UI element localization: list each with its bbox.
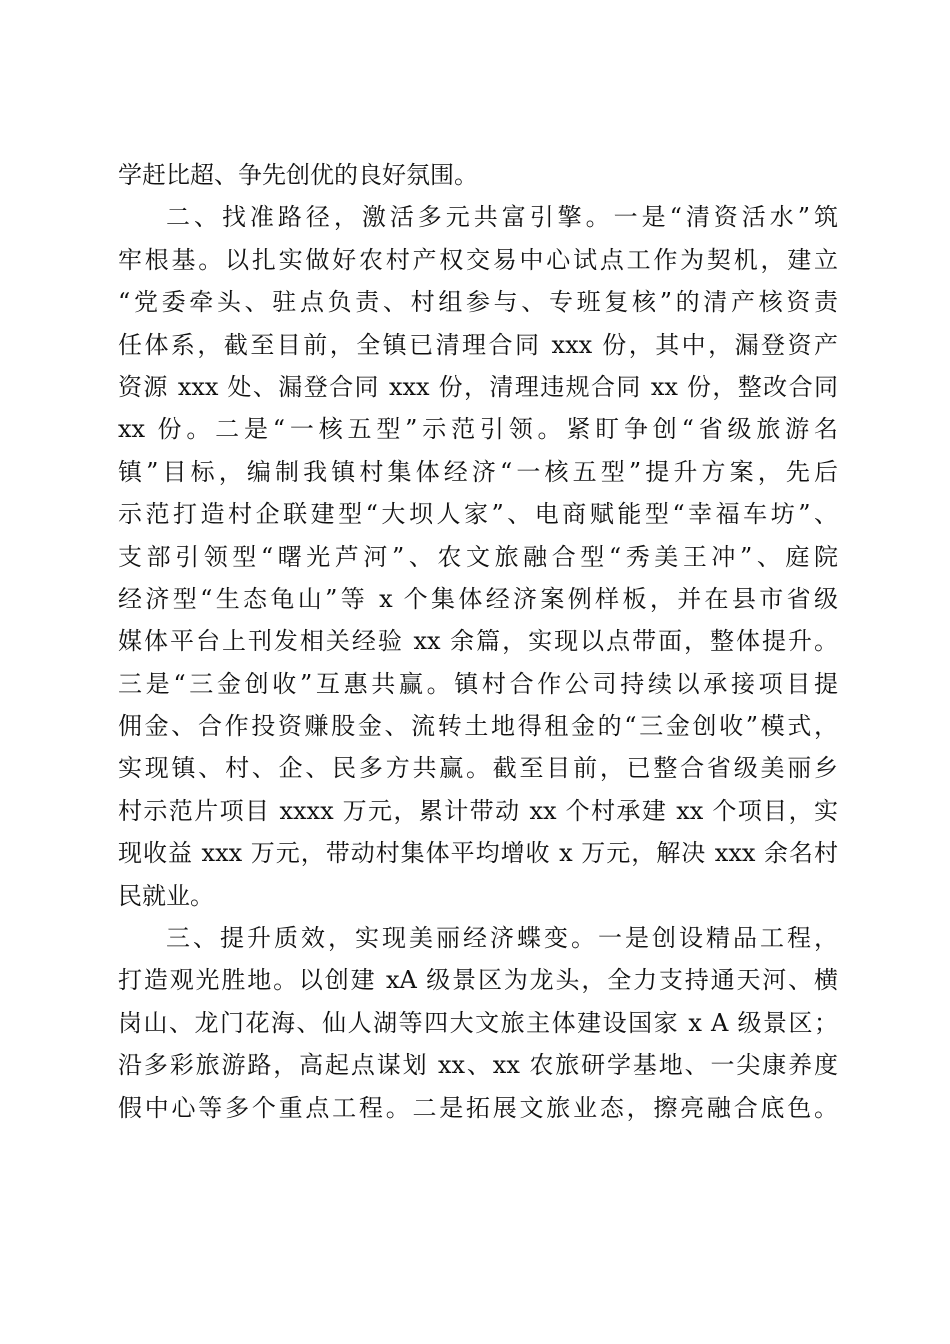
text-line-17: 现收益 xxx 万元，带动村集体平均增收 x 万元，解决 xxx 余名村 (118, 839, 838, 868)
text-line-4: “党委牵头、驻点负责、村组参与、专班复核”的清产核资责 (118, 288, 838, 317)
text-line-23: 假中心等多个重点工程。二是拓展文旅业态，擦亮融合底色。 (118, 1093, 838, 1122)
text-line-9: 示范打造村企联建型“大坝人家”、电商赋能型“幸福车坊”、 (118, 500, 838, 529)
text-line-14: 佣金、合作投资赚股金、流转土地得租金的“三金创收”模式， (118, 712, 838, 741)
text-line-16: 村示范片项目 xxxx 万元，累计带动 xx 个村承建 xx 个项目，实 (118, 796, 838, 825)
text-line-1: 学赶比超、争先创优的良好氛围。 (118, 161, 478, 189)
text-line-22: 沿多彩旅游路，高起点谋划 xx、xx 农旅研学基地、一尖康养度 (118, 1051, 838, 1080)
body-text (118, 154, 838, 1129)
text-line-12: 媒体平台上刊发相关经验 xx 余篇，实现以点带面，整体提升。 (118, 627, 838, 656)
text-line-20: 打造观光胜地。以创建 xA 级景区为龙头，全力支持通天河、横 (118, 966, 838, 995)
section-heading-3: 三、提升质效，实现美丽经济蝶变。一是创设精品工程， (166, 924, 838, 953)
text-line-8: 镇”目标，编制我镇村集体经济“一核五型”提升方案，先后 (118, 457, 838, 486)
text-line-5: 任体系，截至目前，全镇已清理合同 xxx 份，其中，漏登资产 (118, 330, 838, 359)
text-line-18: 民就业。 (118, 881, 214, 910)
text-line-3: 牢根基。以扎实做好农村产权交易中心试点工作为契机，建立 (118, 245, 838, 274)
section-heading-2: 二、找准路径，激活多元共富引擎。一是“清资活水”筑 (166, 203, 838, 232)
text-line-13: 三是“三金创收”互惠共赢。镇村合作公司持续以承接项目提 (118, 669, 838, 698)
text-line-11: 经济型“生态龟山”等 x 个集体经济案例样板，并在县市省级 (118, 584, 838, 613)
text-line-7: xx 份。二是“一核五型”示范引领。紧盯争创“省级旅游名 (118, 415, 838, 444)
text-line-10: 支部引领型“曙光芦河”、农文旅融合型“秀美王冲”、庭院 (118, 542, 838, 571)
text-line-15: 实现镇、村、企、民多方共赢。截至目前，已整合省级美丽乡 (118, 754, 838, 783)
text-line-21: 岗山、龙门花海、仙人湖等四大文旅主体建设国家 x A 级景区； (118, 1008, 838, 1037)
text-line-6: 资源 xxx 处、漏登合同 xxx 份，清理违规合同 xx 份，整改合同 (118, 372, 838, 401)
